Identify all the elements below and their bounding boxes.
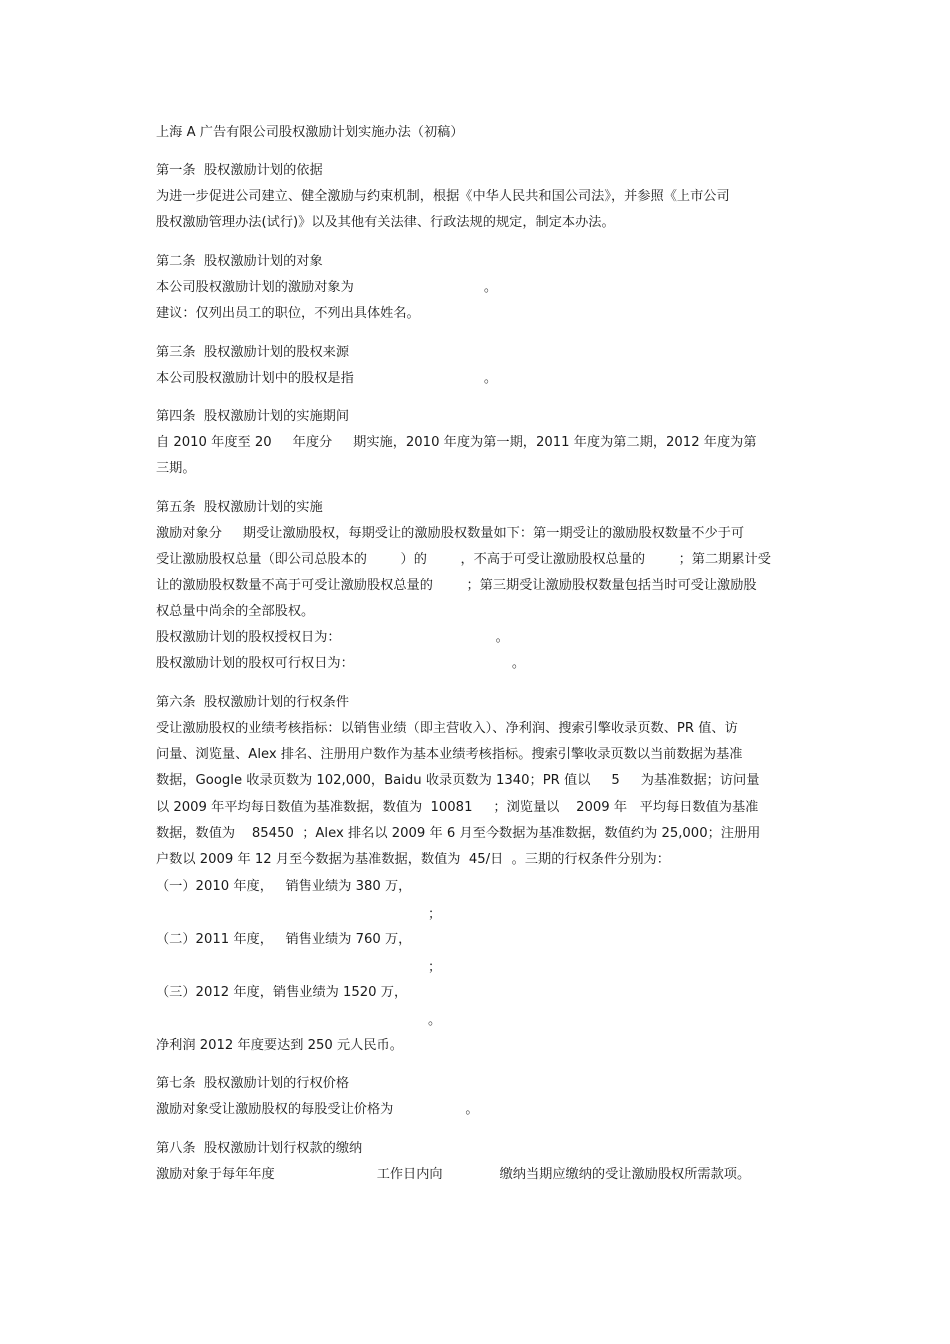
article-8-line-1: [156, 1166, 750, 1184]
exercise-date-label: 股权激励计划的股权可行权日为：: [156, 656, 354, 671]
article-5-line-4: 权总量中尚余的全部股权。: [156, 604, 315, 619]
condition-3-end: 。: [428, 1013, 442, 1028]
article-7-heading: 第七条 股权激励计划的行权价格: [156, 1076, 350, 1091]
exercise-date-end: 。: [511, 656, 525, 671]
article-2-line-1-text: 本公司股权激励计划的激励对象为: [156, 280, 354, 295]
article-5-heading: 第五条 股权激励计划的实施: [156, 500, 323, 515]
condition-3: （三）2012 年度，销售业绩为 1520 万，: [156, 985, 408, 1000]
article-2-heading: 第二条 股权激励计划的对象: [156, 254, 323, 269]
article-6-line-4: 以 2009 年平均每日数值为基准数据，数值为 10081 ；浏览量以 2009 年 平均每日数值为基准: [156, 800, 759, 815]
article-1-line-1: 为进一步促进公司建立、健全激励与约束机制，根据《中华人民共和国公司法》，并参照《上市公司: [156, 189, 730, 204]
article-7-line-1-end: 。: [465, 1102, 479, 1117]
article-5-line-1: 激励对象分 期受让激励股权，每期受让的激励股权数量如下：第一期受让的激励股权数量不少于可: [156, 526, 745, 541]
article-1-heading: 第一条 股权激励计划的依据: [156, 163, 323, 178]
article-4-line-2: 三期。: [156, 461, 196, 476]
article-6-heading: 第六条 股权激励计划的行权条件: [156, 695, 350, 710]
article-1-line-2: 股权激励管理办法(试行)》以及其他有关法律、行政法规的规定，制定本办法。: [156, 215, 615, 230]
exercise-date-line: [156, 655, 525, 673]
article-6-line-2: 问量、浏览量、Alex 排名、注册用户数作为基本业绩考核指标。搜索引擎收录页数以当前数据为基准: [156, 747, 743, 762]
article-8-part-2: 工作日内向: [376, 1167, 443, 1182]
article-3-line-1-text: 本公司股权激励计划中的股权是指: [156, 371, 354, 386]
article-8-part-3: 缴纳当期应缴纳的受让激励股权所需款项。: [499, 1167, 751, 1182]
article-3-heading: 第三条 股权激励计划的股权来源: [156, 345, 350, 360]
article-8-part-1: 激励对象于每年年度: [156, 1167, 275, 1182]
condition-1-end: ；: [428, 907, 442, 922]
article-5-line-3: 让的激励股权数量不高于可受让激励股权总量的 ；第三期受让激励股权数量包括当时可受让激励股: [156, 578, 757, 593]
condition-2: （二）2011 年度， 销售业绩为 760 万，: [156, 932, 412, 947]
grant-date-line: [156, 629, 509, 647]
article-4-heading: 第四条 股权激励计划的实施期间: [156, 409, 350, 424]
condition-1: （一）2010 年度， 销售业绩为 380 万，: [156, 879, 412, 894]
grant-date-end: 。: [495, 630, 509, 645]
article-2-line-1-end: 。: [483, 280, 497, 295]
article-2-line-1: [156, 279, 497, 297]
article-7-line-1: [156, 1101, 479, 1119]
article-6-line-5: 数据，数值为 85450 ；Alex 排名以 2009 年 6 月至今数据为基准数据，数值约为 25,000；注册用: [156, 826, 761, 841]
article-7-line-1-text: 激励对象受让激励股权的每股受让价格为: [156, 1102, 394, 1117]
grant-date-label: 股权激励计划的股权授权日为：: [156, 630, 341, 645]
article-6-line-3: 数据，Google 收录页数为 102,000，Baidu 收录页数为 1340；PR 值以 5 为基准数据；访问量: [156, 773, 760, 788]
article-8-heading: 第八条 股权激励计划行权款的缴纳: [156, 1141, 363, 1156]
condition-2-end: ；: [428, 960, 442, 975]
document-title: 上海 A 广告有限公司股权激励计划实施办法（初稿）: [156, 125, 464, 140]
article-5-line-2: 受让激励股权总量（即公司总股本的 ）的 ，不高于可受让激励股权总量的 ；第二期累计受: [156, 552, 771, 567]
article-6-line-6: 户数以 2009 年 12 月至今数据为基准数据，数值为 45/日 。三期的行权条件分别为：: [156, 852, 670, 867]
article-2-line-2: 建议：仅列出员工的职位，不列出具体姓名。: [156, 306, 420, 321]
article-4-line-1: 自 2010 年度至 20 年度分 期实施，2010 年度为第一期，2011 年度为第二期，2012 年度为第: [156, 435, 757, 450]
article-3-line-1-end: 。: [483, 371, 497, 386]
article-6-line-1: 受让激励股权的业绩考核指标：以销售业绩（即主营收入）、净利润、搜索引擎收录页数、PR 值、访: [156, 721, 738, 736]
net-profit-line: 净利润 2012 年度要达到 250 元人民币。: [156, 1038, 403, 1053]
article-3-line-1: [156, 370, 497, 388]
